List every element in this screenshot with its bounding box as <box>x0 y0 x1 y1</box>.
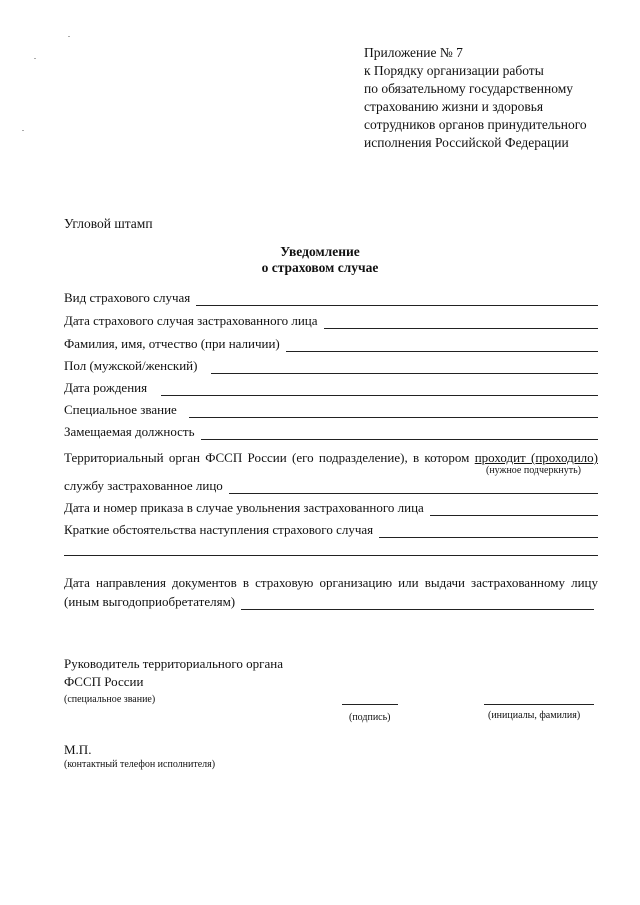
fill-line[interactable] <box>379 525 598 538</box>
field-label: Краткие обстоятельства наступления страхового случая <box>64 522 374 537</box>
field-label: Специальное звание <box>64 402 177 417</box>
appendix-header <box>364 44 634 152</box>
corner-stamp-label: Угловой штамп <box>64 216 153 231</box>
underline-hint: (нужное подчеркнуть) <box>486 465 581 476</box>
field-insurance-date <box>64 313 598 329</box>
fill-line[interactable] <box>201 427 598 440</box>
territorial-body-text <box>64 450 598 466</box>
fill-line[interactable] <box>161 383 598 396</box>
fill-line[interactable] <box>286 339 598 352</box>
field-circumstances <box>64 522 598 538</box>
fill-line[interactable] <box>211 361 598 374</box>
head-org: ФССП России <box>64 674 144 689</box>
seal-mark: М.П. <box>64 742 92 757</box>
field-label: Вид страхового случая <box>64 290 191 305</box>
signature-hint: (подпись) <box>349 712 391 723</box>
document-title: Уведомление <box>280 244 360 259</box>
initials-line[interactable] <box>484 704 594 705</box>
field-label: Пол (мужской/женский) <box>64 358 198 373</box>
fill-line[interactable] <box>241 597 594 610</box>
fill-line[interactable] <box>196 293 598 306</box>
field-label: Дата страхового случая застрахованного лица <box>64 313 318 328</box>
head-title: Руководитель территориального органа <box>64 656 283 671</box>
appendix-line: сотрудников органов принудительного <box>364 117 587 132</box>
field-rank <box>64 402 598 418</box>
field-label: Замещаемая должность <box>64 424 195 439</box>
appendix-line: к Порядку организации работы <box>364 63 544 78</box>
fill-line[interactable] <box>229 481 598 494</box>
field-birth-date <box>64 380 598 396</box>
appendix-line: страхованию жизни и здоровья <box>364 99 544 114</box>
fill-line[interactable] <box>430 503 598 516</box>
appendix-line: по обязательному государственному <box>364 81 574 96</box>
scan-speck <box>68 36 70 37</box>
field-label: Территориальный орган ФССП России (его подразделение), в котором <box>64 450 470 465</box>
field-service-continuation <box>64 478 598 494</box>
service-status: проходит (проходило) <box>474 450 598 465</box>
signature-line[interactable] <box>342 704 398 705</box>
field-sex <box>64 358 598 374</box>
field-label: службу застрахованное лицо <box>64 478 223 493</box>
initials-hint: (инициалы, фамилия) <box>488 710 581 721</box>
send-date-text: Дата направления документов в страховую организацию или выдачи застрахованному лицу <box>64 575 598 590</box>
phone-hint: (контактный телефон исполнителя) <box>64 759 216 770</box>
appendix-line: исполнения Российской Федерации <box>364 135 569 150</box>
field-insurance-type <box>64 290 598 306</box>
scan-speck <box>22 130 24 131</box>
fill-line[interactable] <box>324 316 598 329</box>
field-label: (иным выгодоприобретателям) <box>64 594 236 609</box>
field-full-name <box>64 336 598 352</box>
field-label: Фамилия, имя, отчество (при наличии) <box>64 336 280 351</box>
scan-speck <box>34 58 36 59</box>
field-position <box>64 424 598 440</box>
fill-line[interactable] <box>189 405 598 418</box>
field-send-date <box>64 594 594 610</box>
appendix-line: Приложение № 7 <box>364 45 463 60</box>
field-label: Дата рождения <box>64 380 148 395</box>
document-subtitle: о страховом случае <box>261 260 379 275</box>
fill-line[interactable] <box>64 555 598 556</box>
field-label: Дата и номер приказа в случае увольнения застрахованного лица <box>64 500 424 515</box>
field-order <box>64 500 598 516</box>
rank-hint: (специальное звание) <box>64 694 156 705</box>
